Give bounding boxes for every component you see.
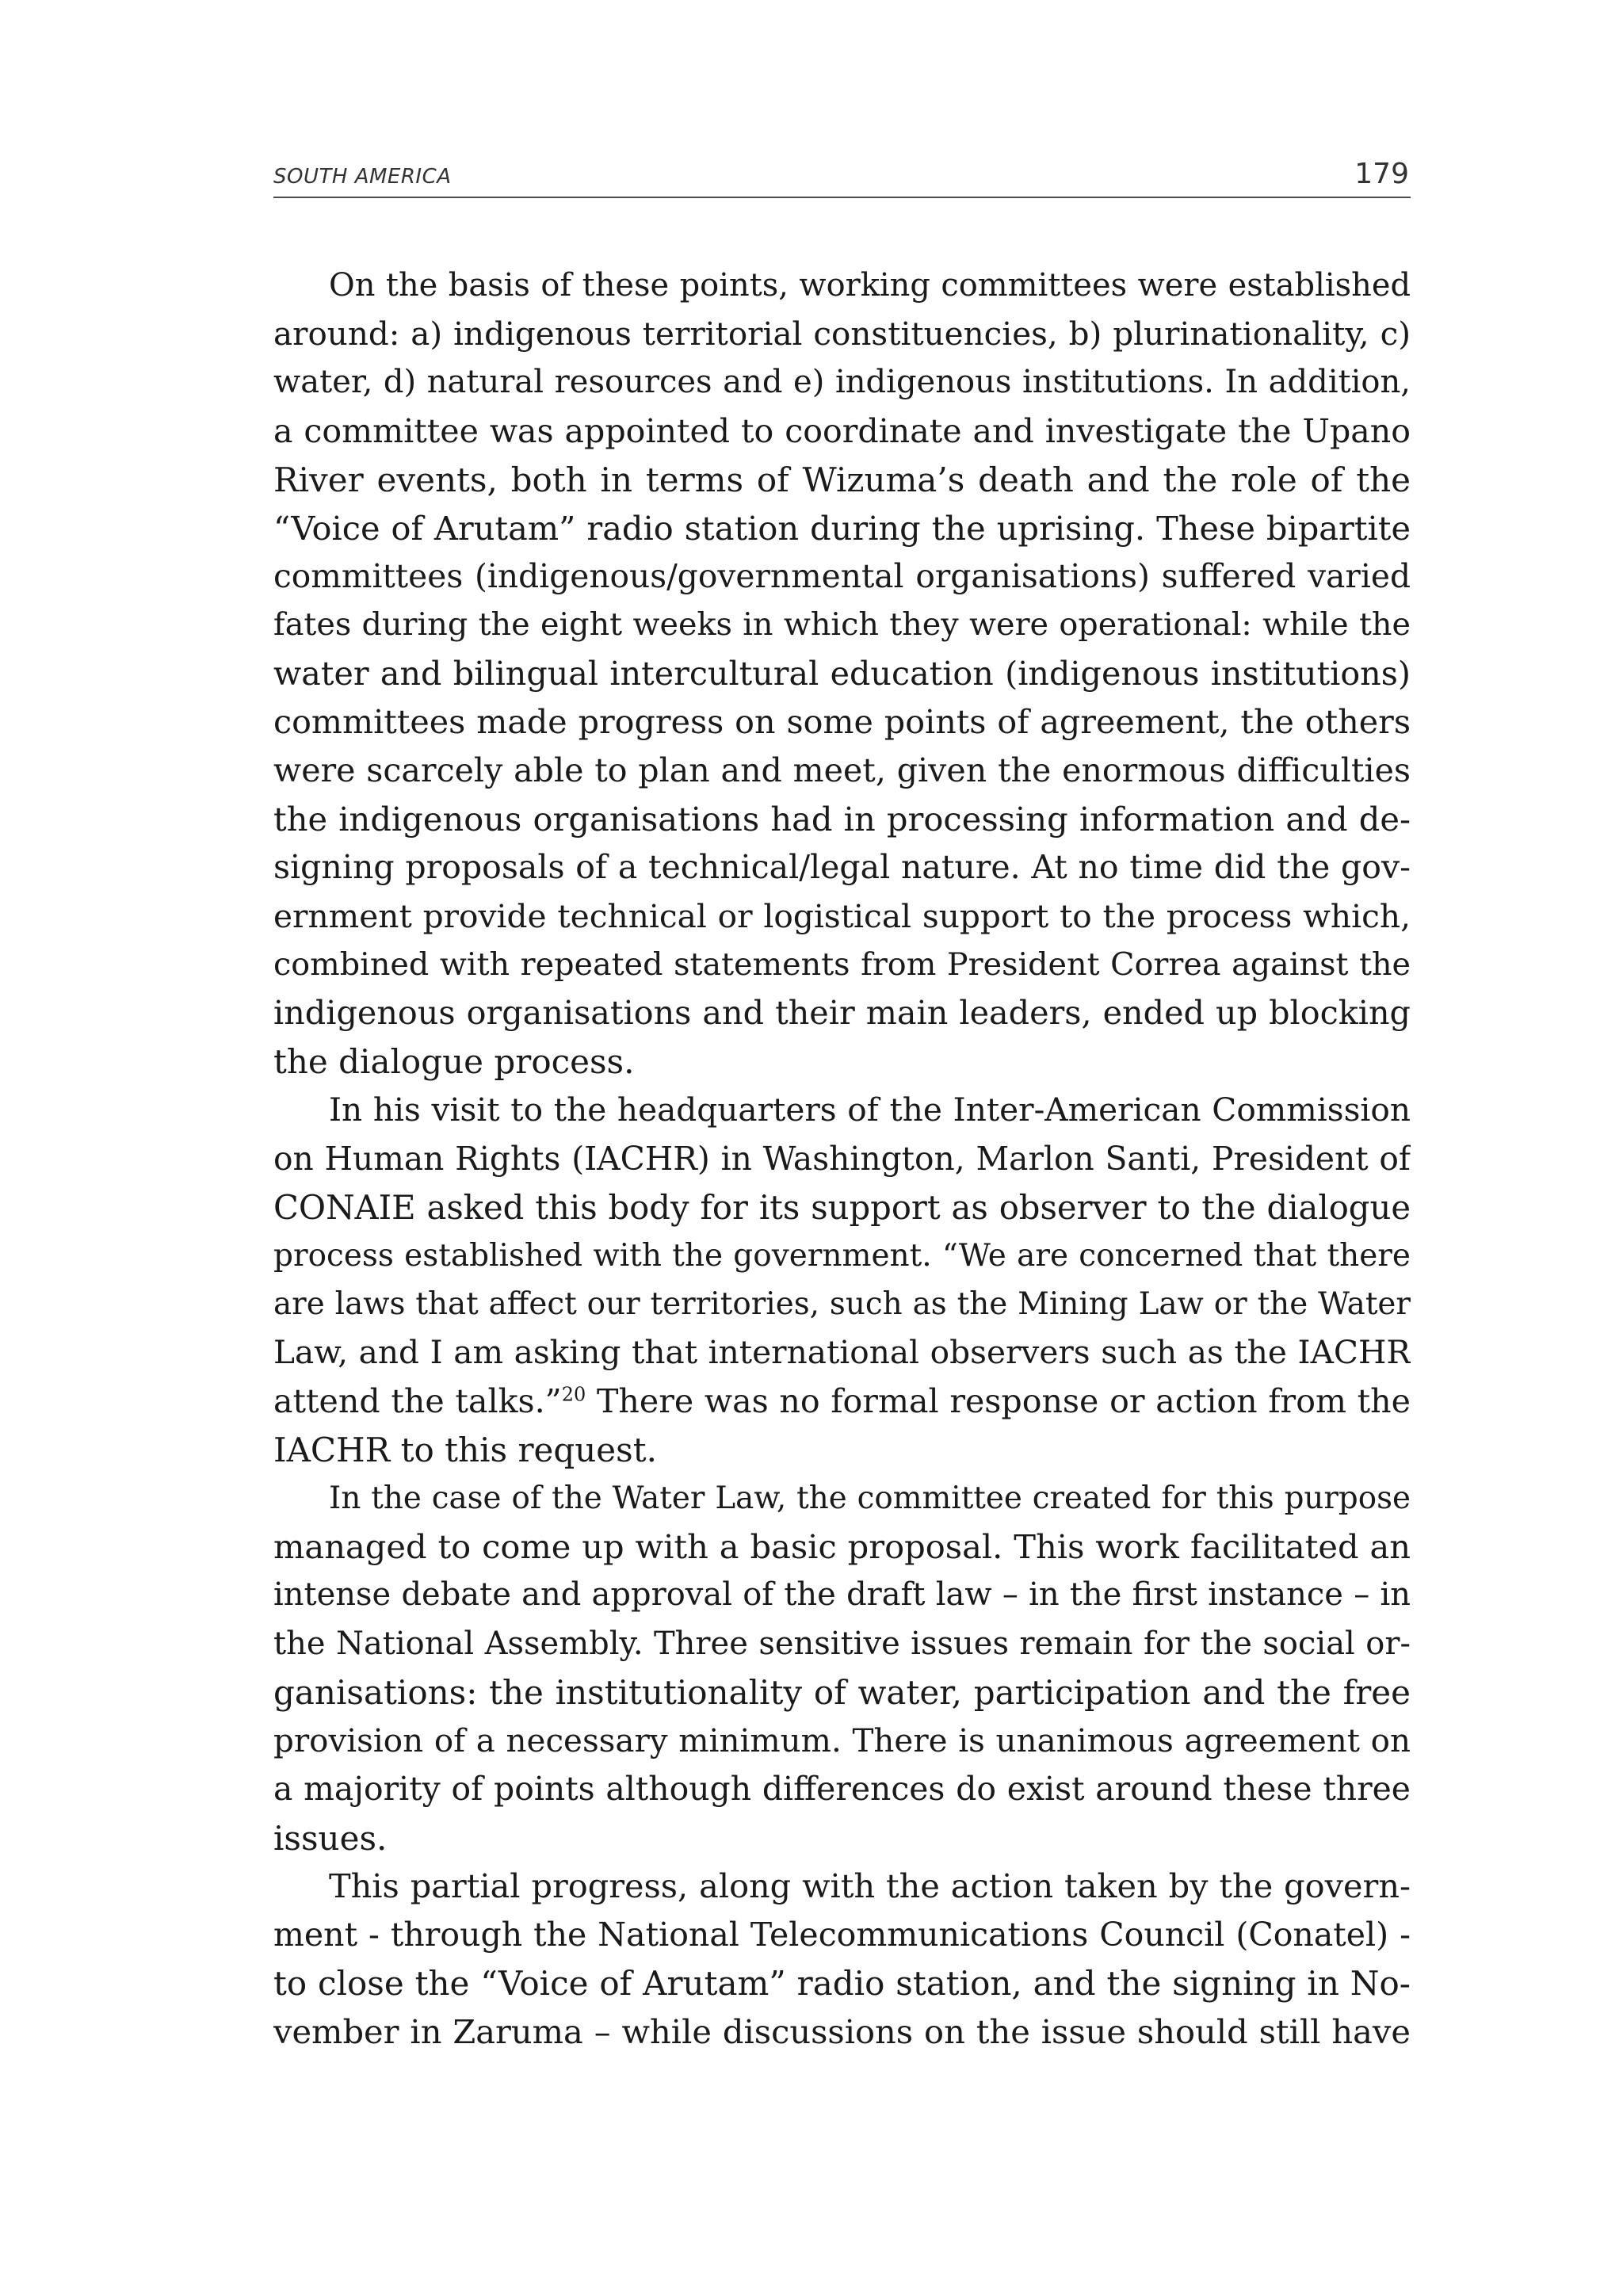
text-line: combined with repeated statements from President Correa against the <box>273 946 1411 983</box>
header-section-title: SOUTH AMERICA <box>273 165 452 189</box>
text-line: fates during the eight weeks in which they were operational: while the <box>273 606 1411 644</box>
text-line: process established with the government. “We are concerned that there <box>273 1238 1411 1274</box>
text-line: issues. <box>273 1818 388 1858</box>
footnote-reference[interactable]: 20 <box>561 1382 586 1405</box>
text-line: the dialogue process. <box>273 1042 635 1082</box>
footnote-line-start: attend the talks.” <box>273 1381 562 1420</box>
text-line: were scarcely able to plan and meet, given the enormous difficulties <box>273 751 1411 790</box>
text-line-with-footnote <box>273 1377 1411 1426</box>
text-line: IACHR to this request. <box>273 1430 657 1469</box>
text-line: ernment provide technical or logistical support to the process which, <box>273 896 1411 935</box>
text-line: are laws that affect our territories, such as the Mining Law or the Water <box>273 1286 1411 1323</box>
paragraph-1 <box>273 262 1411 1086</box>
text-line: On the basis of these points, working committees were established <box>329 267 1411 304</box>
text-line: committees made progress on some points of agreement, the others <box>273 702 1411 741</box>
text-line: CONAIE asked this body for its support as observer to the dialogue <box>273 1187 1411 1227</box>
text-line: River events, both in terms of Wizuma’s death and the role of the <box>273 460 1411 499</box>
text-line: the indigenous organisations had in processing information and de- <box>273 800 1411 839</box>
text-line: to close the “Voice of Arutam” radio station, and the signing in No- <box>273 1964 1411 2004</box>
text-line: This partial progress, along with the action taken by the govern- <box>329 1866 1411 1905</box>
paragraph-2 <box>273 1086 1411 1474</box>
text-line: water, d) natural resources and e) indigenous institutions. In addition, <box>273 364 1411 401</box>
text-line: a committee was appointed to coordinate and investigate the Upano <box>273 411 1411 450</box>
text-line: committees (indigenous/governmental organisations) suffered varied <box>273 557 1411 596</box>
page-number: 179 <box>1354 158 1409 190</box>
text-line: In the case of the Water Law, the committee created for this purpose <box>329 1480 1411 1517</box>
paragraph-3 <box>273 1474 1411 1862</box>
text-line: ment - through the National Telecommunications Council (Conatel) - <box>273 1915 1411 1954</box>
text-line: Law, and I am asking that international observers such as the IACHR <box>273 1333 1411 1372</box>
text-line: provision of a necessary minimum. There is unanimous agreement on <box>273 1722 1411 1760</box>
text-line: “Voice of Arutam” radio station during the uprising. These bipartite <box>273 509 1411 548</box>
text-line: vember in Zaruma – while discussions on the issue should still have <box>273 2012 1411 2052</box>
text-line: signing proposals of a technical/legal nature. At no time did the gov- <box>273 848 1411 887</box>
text-line: In his visit to the headquarters of the Inter-American Commission <box>329 1091 1411 1129</box>
text-line: a majority of points although differences do exist around these three <box>273 1770 1411 1809</box>
text-line: managed to come up with a basic proposal. This work facilitated an <box>273 1527 1411 1567</box>
text-line: ganisations: the institutionality of water, participation and the free <box>273 1672 1411 1712</box>
text-line: on Human Rights (IACHR) in Washington, Marlon Santi, President of <box>273 1139 1411 1178</box>
paragraph-4 <box>273 1862 1411 2057</box>
footnote-line-end: There was no formal response or action from the <box>586 1381 1411 1420</box>
text-line: water and bilingual intercultural education (indigenous institutions) <box>273 654 1411 693</box>
text-line: the National Assembly. Three sensitive issues remain for the social or- <box>273 1625 1411 1662</box>
body-text <box>273 262 1411 2057</box>
text-line: indigenous organisations and their main leaders, ended up blocking <box>273 994 1411 1033</box>
running-header <box>273 151 1411 198</box>
text-line: around: a) indigenous territorial constituencies, b) plurinationality, c) <box>273 315 1411 353</box>
text-line: intense debate and approval of the draft law – in the first instance – in <box>273 1576 1411 1614</box>
